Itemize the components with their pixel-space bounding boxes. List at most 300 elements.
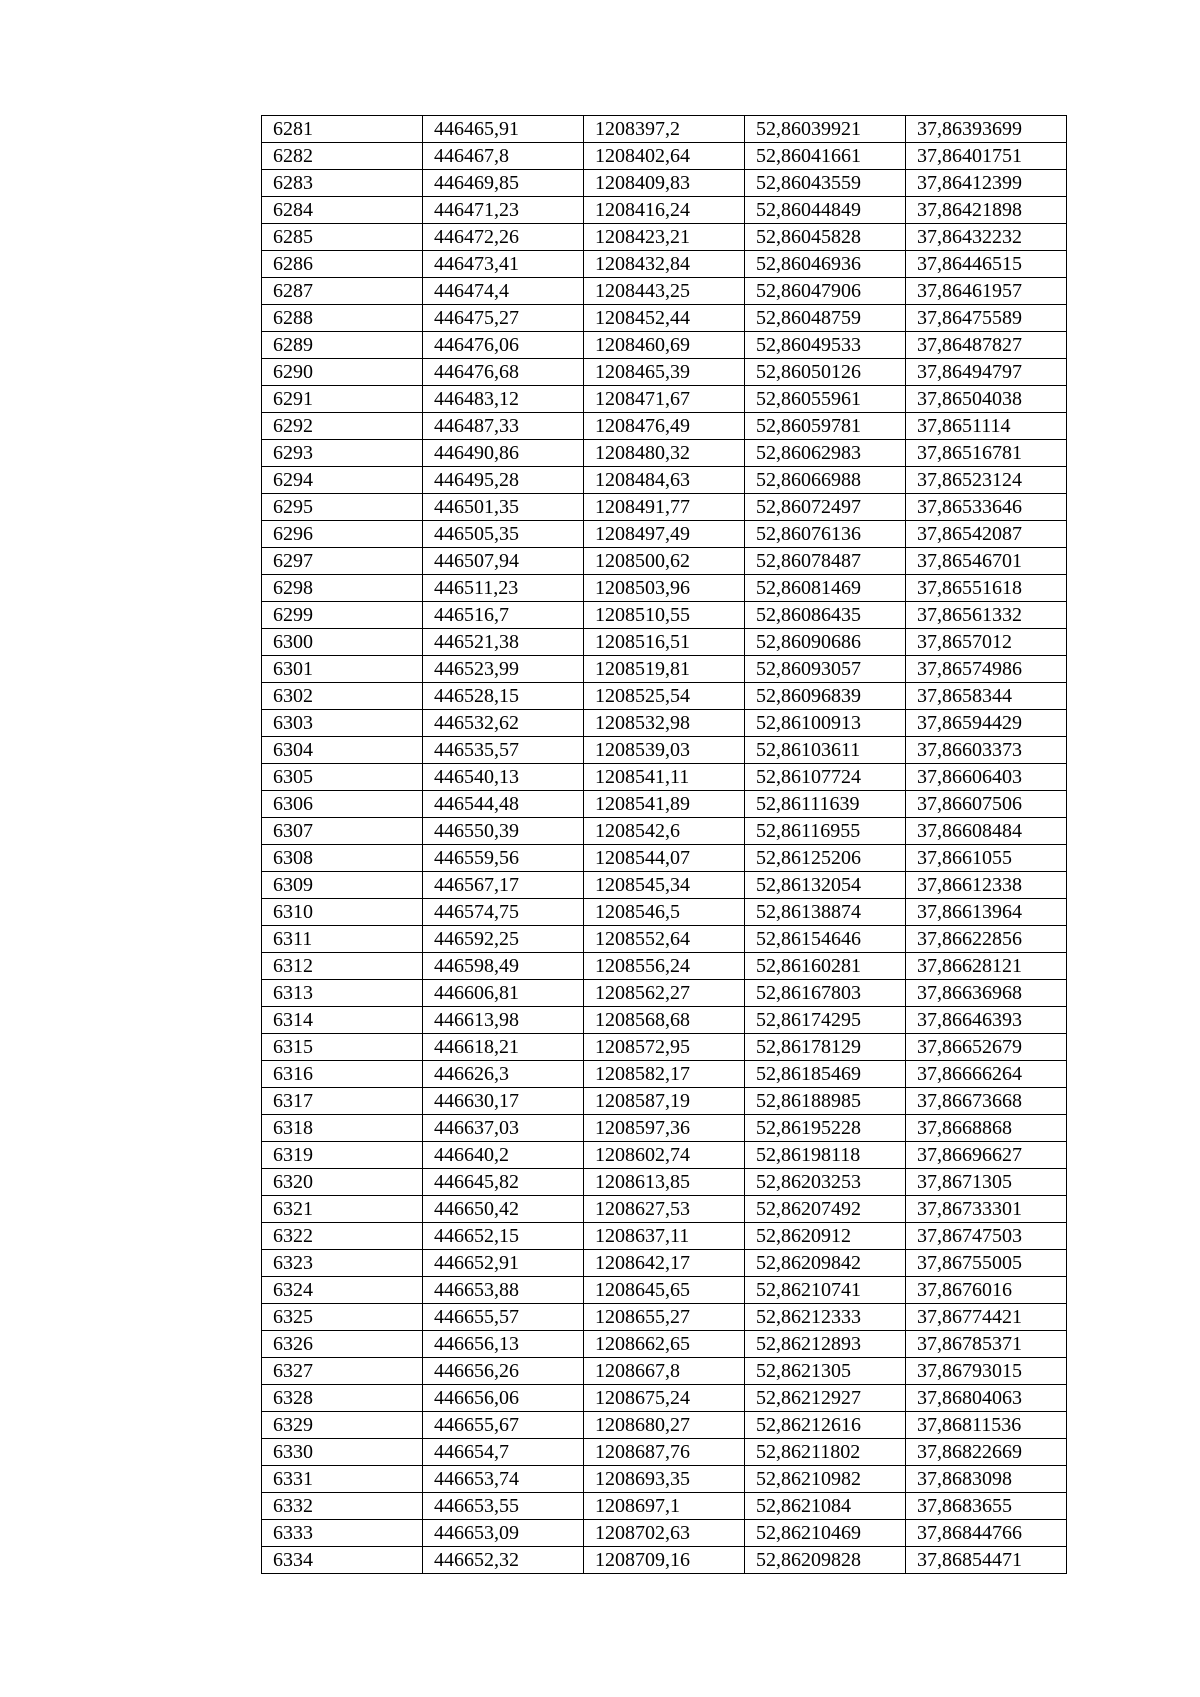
y-coordinate-cell: 1208687,76 xyxy=(584,1439,745,1466)
latitude-cell: 52,86090686 xyxy=(745,629,906,656)
point-number-cell: 6317 xyxy=(262,1088,423,1115)
point-number-cell: 6297 xyxy=(262,548,423,575)
longitude-cell: 37,86612338 xyxy=(906,872,1067,899)
point-number-cell: 6332 xyxy=(262,1493,423,1520)
longitude-cell: 37,86804063 xyxy=(906,1385,1067,1412)
longitude-cell: 37,86432232 xyxy=(906,224,1067,251)
y-coordinate-cell: 1208693,35 xyxy=(584,1466,745,1493)
y-coordinate-cell: 1208532,98 xyxy=(584,710,745,737)
longitude-cell: 37,86412399 xyxy=(906,170,1067,197)
point-number-cell: 6302 xyxy=(262,683,423,710)
table-row xyxy=(262,1007,1067,1034)
x-coordinate-cell: 446469,85 xyxy=(423,170,584,197)
point-number-cell: 6321 xyxy=(262,1196,423,1223)
longitude-cell: 37,86785371 xyxy=(906,1331,1067,1358)
table-row xyxy=(262,467,1067,494)
x-coordinate-cell: 446653,74 xyxy=(423,1466,584,1493)
point-number-cell: 6307 xyxy=(262,818,423,845)
coordinates-table xyxy=(261,115,1067,1574)
table-row xyxy=(262,359,1067,386)
x-coordinate-cell: 446656,26 xyxy=(423,1358,584,1385)
x-coordinate-cell: 446652,91 xyxy=(423,1250,584,1277)
y-coordinate-cell: 1208545,34 xyxy=(584,872,745,899)
point-number-cell: 6334 xyxy=(262,1547,423,1574)
y-coordinate-cell: 1208416,24 xyxy=(584,197,745,224)
x-coordinate-cell: 446567,17 xyxy=(423,872,584,899)
x-coordinate-cell: 446532,62 xyxy=(423,710,584,737)
x-coordinate-cell: 446640,2 xyxy=(423,1142,584,1169)
x-coordinate-cell: 446535,57 xyxy=(423,737,584,764)
coordinates-table-body xyxy=(262,116,1067,1574)
y-coordinate-cell: 1208556,24 xyxy=(584,953,745,980)
y-coordinate-cell: 1208476,49 xyxy=(584,413,745,440)
y-coordinate-cell: 1208503,96 xyxy=(584,575,745,602)
x-coordinate-cell: 446656,13 xyxy=(423,1331,584,1358)
y-coordinate-cell: 1208667,8 xyxy=(584,1358,745,1385)
table-row xyxy=(262,170,1067,197)
latitude-cell: 52,86043559 xyxy=(745,170,906,197)
y-coordinate-cell: 1208443,25 xyxy=(584,278,745,305)
x-coordinate-cell: 446559,56 xyxy=(423,845,584,872)
y-coordinate-cell: 1208675,24 xyxy=(584,1385,745,1412)
x-coordinate-cell: 446598,49 xyxy=(423,953,584,980)
table-row xyxy=(262,980,1067,1007)
x-coordinate-cell: 446507,94 xyxy=(423,548,584,575)
x-coordinate-cell: 446637,03 xyxy=(423,1115,584,1142)
latitude-cell: 52,86045828 xyxy=(745,224,906,251)
x-coordinate-cell: 446652,15 xyxy=(423,1223,584,1250)
longitude-cell: 37,86755005 xyxy=(906,1250,1067,1277)
latitude-cell: 52,86078487 xyxy=(745,548,906,575)
table-row xyxy=(262,1331,1067,1358)
point-number-cell: 6322 xyxy=(262,1223,423,1250)
latitude-cell: 52,86093057 xyxy=(745,656,906,683)
y-coordinate-cell: 1208541,11 xyxy=(584,764,745,791)
table-row xyxy=(262,602,1067,629)
longitude-cell: 37,86636968 xyxy=(906,980,1067,1007)
y-coordinate-cell: 1208662,65 xyxy=(584,1331,745,1358)
x-coordinate-cell: 446465,91 xyxy=(423,116,584,143)
latitude-cell: 52,86212616 xyxy=(745,1412,906,1439)
point-number-cell: 6294 xyxy=(262,467,423,494)
y-coordinate-cell: 1208409,83 xyxy=(584,170,745,197)
y-coordinate-cell: 1208452,44 xyxy=(584,305,745,332)
table-row xyxy=(262,1304,1067,1331)
point-number-cell: 6308 xyxy=(262,845,423,872)
latitude-cell: 52,86160281 xyxy=(745,953,906,980)
longitude-cell: 37,86608484 xyxy=(906,818,1067,845)
x-coordinate-cell: 446654,7 xyxy=(423,1439,584,1466)
point-number-cell: 6328 xyxy=(262,1385,423,1412)
longitude-cell: 37,86844766 xyxy=(906,1520,1067,1547)
longitude-cell: 37,8683098 xyxy=(906,1466,1067,1493)
longitude-cell: 37,86646393 xyxy=(906,1007,1067,1034)
y-coordinate-cell: 1208597,36 xyxy=(584,1115,745,1142)
point-number-cell: 6296 xyxy=(262,521,423,548)
latitude-cell: 52,86125206 xyxy=(745,845,906,872)
point-number-cell: 6283 xyxy=(262,170,423,197)
table-row xyxy=(262,872,1067,899)
table-row xyxy=(262,1223,1067,1250)
x-coordinate-cell: 446618,21 xyxy=(423,1034,584,1061)
table-row xyxy=(262,251,1067,278)
latitude-cell: 52,86210469 xyxy=(745,1520,906,1547)
x-coordinate-cell: 446501,35 xyxy=(423,494,584,521)
latitude-cell: 52,86178129 xyxy=(745,1034,906,1061)
longitude-cell: 37,86546701 xyxy=(906,548,1067,575)
y-coordinate-cell: 1208544,07 xyxy=(584,845,745,872)
x-coordinate-cell: 446472,26 xyxy=(423,224,584,251)
point-number-cell: 6284 xyxy=(262,197,423,224)
latitude-cell: 52,8621084 xyxy=(745,1493,906,1520)
latitude-cell: 52,86185469 xyxy=(745,1061,906,1088)
y-coordinate-cell: 1208552,64 xyxy=(584,926,745,953)
table-row xyxy=(262,656,1067,683)
latitude-cell: 52,86072497 xyxy=(745,494,906,521)
longitude-cell: 37,8658344 xyxy=(906,683,1067,710)
point-number-cell: 6323 xyxy=(262,1250,423,1277)
x-coordinate-cell: 446471,23 xyxy=(423,197,584,224)
longitude-cell: 37,86533646 xyxy=(906,494,1067,521)
y-coordinate-cell: 1208460,69 xyxy=(584,332,745,359)
longitude-cell: 37,86822669 xyxy=(906,1439,1067,1466)
point-number-cell: 6312 xyxy=(262,953,423,980)
point-number-cell: 6299 xyxy=(262,602,423,629)
longitude-cell: 37,86622856 xyxy=(906,926,1067,953)
table-row xyxy=(262,1142,1067,1169)
y-coordinate-cell: 1208562,27 xyxy=(584,980,745,1007)
x-coordinate-cell: 446655,57 xyxy=(423,1304,584,1331)
table-row xyxy=(262,143,1067,170)
longitude-cell: 37,86574986 xyxy=(906,656,1067,683)
y-coordinate-cell: 1208432,84 xyxy=(584,251,745,278)
x-coordinate-cell: 446592,25 xyxy=(423,926,584,953)
latitude-cell: 52,86086435 xyxy=(745,602,906,629)
point-number-cell: 6288 xyxy=(262,305,423,332)
x-coordinate-cell: 446487,33 xyxy=(423,413,584,440)
y-coordinate-cell: 1208587,19 xyxy=(584,1088,745,1115)
y-coordinate-cell: 1208642,17 xyxy=(584,1250,745,1277)
table-row xyxy=(262,521,1067,548)
x-coordinate-cell: 446528,15 xyxy=(423,683,584,710)
longitude-cell: 37,86793015 xyxy=(906,1358,1067,1385)
x-coordinate-cell: 446490,86 xyxy=(423,440,584,467)
y-coordinate-cell: 1208655,27 xyxy=(584,1304,745,1331)
point-number-cell: 6289 xyxy=(262,332,423,359)
latitude-cell: 52,86046936 xyxy=(745,251,906,278)
y-coordinate-cell: 1208613,85 xyxy=(584,1169,745,1196)
longitude-cell: 37,86551618 xyxy=(906,575,1067,602)
y-coordinate-cell: 1208497,49 xyxy=(584,521,745,548)
latitude-cell: 52,86195228 xyxy=(745,1115,906,1142)
table-row xyxy=(262,1466,1067,1493)
longitude-cell: 37,86523124 xyxy=(906,467,1067,494)
table-row xyxy=(262,1196,1067,1223)
y-coordinate-cell: 1208637,11 xyxy=(584,1223,745,1250)
point-number-cell: 6290 xyxy=(262,359,423,386)
longitude-cell: 37,8651114 xyxy=(906,413,1067,440)
y-coordinate-cell: 1208680,27 xyxy=(584,1412,745,1439)
latitude-cell: 52,86039921 xyxy=(745,116,906,143)
latitude-cell: 52,86210741 xyxy=(745,1277,906,1304)
x-coordinate-cell: 446630,17 xyxy=(423,1088,584,1115)
x-coordinate-cell: 446613,98 xyxy=(423,1007,584,1034)
point-number-cell: 6320 xyxy=(262,1169,423,1196)
point-number-cell: 6291 xyxy=(262,386,423,413)
y-coordinate-cell: 1208539,03 xyxy=(584,737,745,764)
x-coordinate-cell: 446544,48 xyxy=(423,791,584,818)
longitude-cell: 37,86613964 xyxy=(906,899,1067,926)
x-coordinate-cell: 446475,27 xyxy=(423,305,584,332)
y-coordinate-cell: 1208519,81 xyxy=(584,656,745,683)
table-row xyxy=(262,1277,1067,1304)
y-coordinate-cell: 1208471,67 xyxy=(584,386,745,413)
y-coordinate-cell: 1208572,95 xyxy=(584,1034,745,1061)
latitude-cell: 52,86212333 xyxy=(745,1304,906,1331)
table-row xyxy=(262,278,1067,305)
longitude-cell: 37,86487827 xyxy=(906,332,1067,359)
longitude-cell: 37,86811536 xyxy=(906,1412,1067,1439)
latitude-cell: 52,86107724 xyxy=(745,764,906,791)
latitude-cell: 52,86066988 xyxy=(745,467,906,494)
point-number-cell: 6295 xyxy=(262,494,423,521)
latitude-cell: 52,86116955 xyxy=(745,818,906,845)
longitude-cell: 37,8676016 xyxy=(906,1277,1067,1304)
table-row xyxy=(262,629,1067,656)
longitude-cell: 37,8661055 xyxy=(906,845,1067,872)
longitude-cell: 37,8657012 xyxy=(906,629,1067,656)
y-coordinate-cell: 1208697,1 xyxy=(584,1493,745,1520)
table-row xyxy=(262,953,1067,980)
x-coordinate-cell: 446653,55 xyxy=(423,1493,584,1520)
x-coordinate-cell: 446653,88 xyxy=(423,1277,584,1304)
table-row xyxy=(262,764,1067,791)
x-coordinate-cell: 446467,8 xyxy=(423,143,584,170)
point-number-cell: 6306 xyxy=(262,791,423,818)
x-coordinate-cell: 446483,12 xyxy=(423,386,584,413)
latitude-cell: 52,8621305 xyxy=(745,1358,906,1385)
x-coordinate-cell: 446474,4 xyxy=(423,278,584,305)
table-row xyxy=(262,1520,1067,1547)
table-row xyxy=(262,1169,1067,1196)
y-coordinate-cell: 1208702,63 xyxy=(584,1520,745,1547)
longitude-cell: 37,86854471 xyxy=(906,1547,1067,1574)
latitude-cell: 52,86076136 xyxy=(745,521,906,548)
longitude-cell: 37,86673668 xyxy=(906,1088,1067,1115)
table-row xyxy=(262,737,1067,764)
x-coordinate-cell: 446476,06 xyxy=(423,332,584,359)
table-row xyxy=(262,845,1067,872)
table-row xyxy=(262,1412,1067,1439)
point-number-cell: 6315 xyxy=(262,1034,423,1061)
latitude-cell: 52,86111639 xyxy=(745,791,906,818)
latitude-cell: 52,86209828 xyxy=(745,1547,906,1574)
table-row xyxy=(262,1439,1067,1466)
longitude-cell: 37,86774421 xyxy=(906,1304,1067,1331)
point-number-cell: 6313 xyxy=(262,980,423,1007)
latitude-cell: 52,86154646 xyxy=(745,926,906,953)
table-row xyxy=(262,1385,1067,1412)
x-coordinate-cell: 446505,35 xyxy=(423,521,584,548)
point-number-cell: 6327 xyxy=(262,1358,423,1385)
latitude-cell: 52,86167803 xyxy=(745,980,906,1007)
y-coordinate-cell: 1208491,77 xyxy=(584,494,745,521)
y-coordinate-cell: 1208465,39 xyxy=(584,359,745,386)
table-row xyxy=(262,926,1067,953)
longitude-cell: 37,86494797 xyxy=(906,359,1067,386)
point-number-cell: 6309 xyxy=(262,872,423,899)
table-row xyxy=(262,197,1067,224)
longitude-cell: 37,86516781 xyxy=(906,440,1067,467)
point-number-cell: 6325 xyxy=(262,1304,423,1331)
table-row xyxy=(262,1115,1067,1142)
longitude-cell: 37,86652679 xyxy=(906,1034,1067,1061)
table-row xyxy=(262,1034,1067,1061)
point-number-cell: 6311 xyxy=(262,926,423,953)
longitude-cell: 37,86747503 xyxy=(906,1223,1067,1250)
point-number-cell: 6303 xyxy=(262,710,423,737)
longitude-cell: 37,86696627 xyxy=(906,1142,1067,1169)
latitude-cell: 52,86211802 xyxy=(745,1439,906,1466)
table-row xyxy=(262,683,1067,710)
longitude-cell: 37,8683655 xyxy=(906,1493,1067,1520)
longitude-cell: 37,86475589 xyxy=(906,305,1067,332)
latitude-cell: 52,86041661 xyxy=(745,143,906,170)
table-row xyxy=(262,899,1067,926)
latitude-cell: 52,86207492 xyxy=(745,1196,906,1223)
x-coordinate-cell: 446606,81 xyxy=(423,980,584,1007)
latitude-cell: 52,86048759 xyxy=(745,305,906,332)
y-coordinate-cell: 1208402,64 xyxy=(584,143,745,170)
latitude-cell: 52,8620912 xyxy=(745,1223,906,1250)
x-coordinate-cell: 446656,06 xyxy=(423,1385,584,1412)
x-coordinate-cell: 446521,38 xyxy=(423,629,584,656)
table-row xyxy=(262,1493,1067,1520)
longitude-cell: 37,86594429 xyxy=(906,710,1067,737)
point-number-cell: 6326 xyxy=(262,1331,423,1358)
point-number-cell: 6319 xyxy=(262,1142,423,1169)
table-row xyxy=(262,1358,1067,1385)
y-coordinate-cell: 1208546,5 xyxy=(584,899,745,926)
latitude-cell: 52,86203253 xyxy=(745,1169,906,1196)
x-coordinate-cell: 446653,09 xyxy=(423,1520,584,1547)
table-row xyxy=(262,548,1067,575)
longitude-cell: 37,86606403 xyxy=(906,764,1067,791)
latitude-cell: 52,86050126 xyxy=(745,359,906,386)
x-coordinate-cell: 446645,82 xyxy=(423,1169,584,1196)
point-number-cell: 6301 xyxy=(262,656,423,683)
latitude-cell: 52,86174295 xyxy=(745,1007,906,1034)
y-coordinate-cell: 1208525,54 xyxy=(584,683,745,710)
latitude-cell: 52,86212927 xyxy=(745,1385,906,1412)
x-coordinate-cell: 446655,67 xyxy=(423,1412,584,1439)
latitude-cell: 52,86212893 xyxy=(745,1331,906,1358)
point-number-cell: 6304 xyxy=(262,737,423,764)
y-coordinate-cell: 1208484,63 xyxy=(584,467,745,494)
table-row xyxy=(262,494,1067,521)
y-coordinate-cell: 1208541,89 xyxy=(584,791,745,818)
longitude-cell: 37,86607506 xyxy=(906,791,1067,818)
table-row xyxy=(262,1088,1067,1115)
y-coordinate-cell: 1208510,55 xyxy=(584,602,745,629)
table-row xyxy=(262,224,1067,251)
table-row xyxy=(262,1547,1067,1574)
longitude-cell: 37,86561332 xyxy=(906,602,1067,629)
latitude-cell: 52,86210982 xyxy=(745,1466,906,1493)
point-number-cell: 6318 xyxy=(262,1115,423,1142)
point-number-cell: 6292 xyxy=(262,413,423,440)
point-number-cell: 6333 xyxy=(262,1520,423,1547)
latitude-cell: 52,86188985 xyxy=(745,1088,906,1115)
x-coordinate-cell: 446495,28 xyxy=(423,467,584,494)
table-row xyxy=(262,575,1067,602)
point-number-cell: 6286 xyxy=(262,251,423,278)
table-row xyxy=(262,440,1067,467)
longitude-cell: 37,86603373 xyxy=(906,737,1067,764)
x-coordinate-cell: 446511,23 xyxy=(423,575,584,602)
x-coordinate-cell: 446650,42 xyxy=(423,1196,584,1223)
y-coordinate-cell: 1208709,16 xyxy=(584,1547,745,1574)
table-row xyxy=(262,791,1067,818)
longitude-cell: 37,86393699 xyxy=(906,116,1067,143)
table-row xyxy=(262,1250,1067,1277)
table-row xyxy=(262,386,1067,413)
table-row xyxy=(262,818,1067,845)
longitude-cell: 37,8668868 xyxy=(906,1115,1067,1142)
latitude-cell: 52,86103611 xyxy=(745,737,906,764)
point-number-cell: 6310 xyxy=(262,899,423,926)
point-number-cell: 6287 xyxy=(262,278,423,305)
y-coordinate-cell: 1208542,6 xyxy=(584,818,745,845)
y-coordinate-cell: 1208602,74 xyxy=(584,1142,745,1169)
latitude-cell: 52,86100913 xyxy=(745,710,906,737)
y-coordinate-cell: 1208516,51 xyxy=(584,629,745,656)
x-coordinate-cell: 446550,39 xyxy=(423,818,584,845)
x-coordinate-cell: 446516,7 xyxy=(423,602,584,629)
x-coordinate-cell: 446540,13 xyxy=(423,764,584,791)
point-number-cell: 6285 xyxy=(262,224,423,251)
latitude-cell: 52,86096839 xyxy=(745,683,906,710)
y-coordinate-cell: 1208500,62 xyxy=(584,548,745,575)
latitude-cell: 52,86132054 xyxy=(745,872,906,899)
latitude-cell: 52,86081469 xyxy=(745,575,906,602)
latitude-cell: 52,86055961 xyxy=(745,386,906,413)
latitude-cell: 52,86198118 xyxy=(745,1142,906,1169)
point-number-cell: 6282 xyxy=(262,143,423,170)
table-row xyxy=(262,710,1067,737)
point-number-cell: 6293 xyxy=(262,440,423,467)
point-number-cell: 6298 xyxy=(262,575,423,602)
longitude-cell: 37,86733301 xyxy=(906,1196,1067,1223)
point-number-cell: 6300 xyxy=(262,629,423,656)
y-coordinate-cell: 1208568,68 xyxy=(584,1007,745,1034)
y-coordinate-cell: 1208582,17 xyxy=(584,1061,745,1088)
y-coordinate-cell: 1208397,2 xyxy=(584,116,745,143)
longitude-cell: 37,86666264 xyxy=(906,1061,1067,1088)
x-coordinate-cell: 446626,3 xyxy=(423,1061,584,1088)
point-number-cell: 6331 xyxy=(262,1466,423,1493)
longitude-cell: 37,8671305 xyxy=(906,1169,1067,1196)
table-row xyxy=(262,413,1067,440)
y-coordinate-cell: 1208480,32 xyxy=(584,440,745,467)
x-coordinate-cell: 446652,32 xyxy=(423,1547,584,1574)
point-number-cell: 6330 xyxy=(262,1439,423,1466)
x-coordinate-cell: 446523,99 xyxy=(423,656,584,683)
table-row xyxy=(262,305,1067,332)
latitude-cell: 52,86138874 xyxy=(745,899,906,926)
point-number-cell: 6316 xyxy=(262,1061,423,1088)
latitude-cell: 52,86062983 xyxy=(745,440,906,467)
